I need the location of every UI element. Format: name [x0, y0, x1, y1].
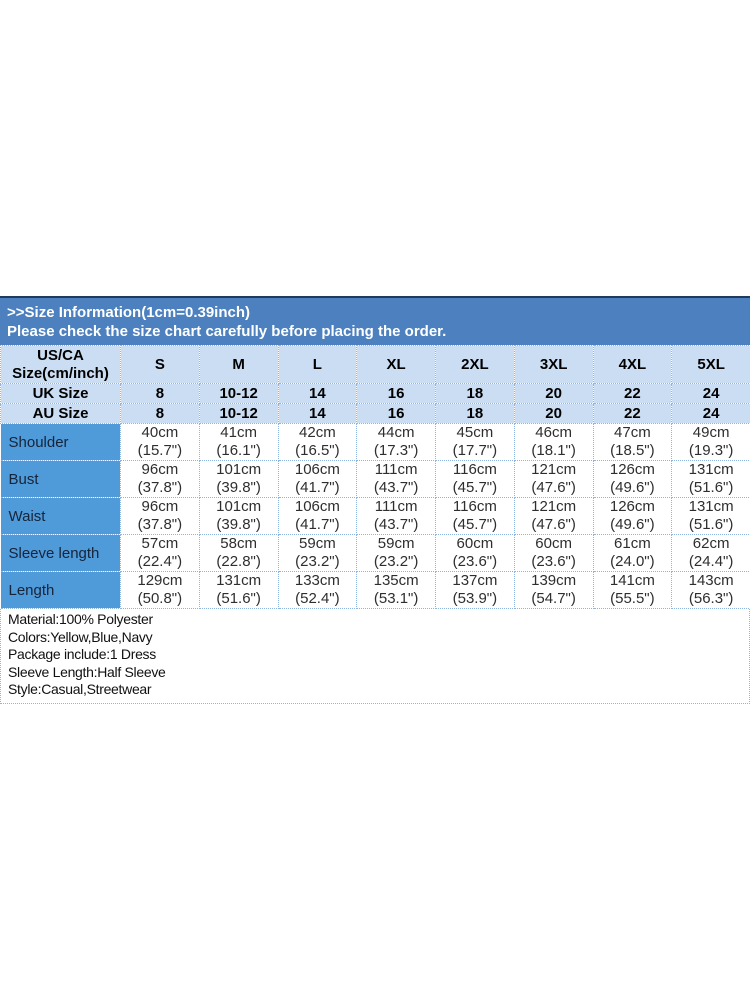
measurement-value-cell — [278, 498, 357, 535]
measurement-row — [1, 535, 750, 572]
value-inch: (41.7") — [295, 479, 340, 496]
measurement-value-cell — [672, 535, 750, 572]
conversion-value-cell: 16 — [357, 404, 436, 424]
value-cm: 111cm — [374, 498, 418, 515]
value-cm: 126cm — [609, 461, 655, 478]
value-cm: 96cm — [141, 498, 179, 515]
size-column-header: XL — [357, 346, 436, 384]
measurement-value-cell — [436, 535, 515, 572]
value-inch: (24.0") — [610, 553, 655, 570]
value-cm: 143cm — [688, 572, 734, 589]
value-cm: 111cm — [374, 461, 418, 478]
value-cm: 121cm — [531, 498, 577, 515]
value-inch: (55.5") — [610, 590, 655, 607]
conversion-value-cell: 20 — [514, 384, 593, 404]
conversion-value-cell: 8 — [121, 404, 200, 424]
measurement-value-cell — [436, 572, 515, 609]
value-cm: 101cm — [216, 498, 262, 515]
value-cm: 49cm — [692, 424, 730, 441]
value-cm: 59cm — [377, 535, 415, 552]
value-inch: (23.6") — [531, 553, 576, 570]
value-inch: (39.8") — [216, 479, 261, 496]
measurement-value-cell — [514, 461, 593, 498]
value-inch: (16.1") — [216, 442, 261, 459]
value-cm: 106cm — [294, 461, 340, 478]
value-inch: (16.5") — [295, 442, 340, 459]
conversion-value-cell: 20 — [514, 404, 593, 424]
measurement-value-cell — [514, 572, 593, 609]
product-detail-line: Sleeve Length:Half Sleeve — [8, 663, 166, 680]
value-cm: 61cm — [614, 535, 651, 552]
size-column-header: 4XL — [593, 346, 672, 384]
size-chart-header — [1, 346, 750, 424]
value-cm: 133cm — [294, 572, 340, 589]
measurement-value-cell — [199, 535, 278, 572]
value-inch: (45.7") — [452, 516, 498, 533]
measurement-value-cell — [199, 461, 278, 498]
value-inch: (47.6") — [531, 479, 576, 496]
conversion-value-cell: 24 — [672, 384, 750, 404]
value-inch: (56.3") — [688, 590, 734, 607]
value-cm: 129cm — [137, 572, 183, 589]
measurement-value-cell — [121, 498, 200, 535]
measurement-value-cell — [357, 461, 436, 498]
measurement-row-label: Waist — [1, 498, 121, 535]
size-column-header: L — [278, 346, 357, 384]
value-inch: (23.2") — [373, 553, 419, 570]
conversion-value-cell: 18 — [436, 384, 515, 404]
value-inch: (23.2") — [295, 553, 340, 570]
value-cm: 47cm — [614, 424, 651, 441]
value-cm: 45cm — [456, 424, 494, 441]
measurement-value-cell — [672, 424, 750, 461]
size-column-header: 5XL — [672, 346, 750, 384]
value-inch: (18.5") — [610, 442, 655, 459]
size-information-sheet — [0, 296, 750, 704]
conversion-value-cell: 8 — [121, 384, 200, 404]
measurement-value-cell — [672, 498, 750, 535]
measurement-value-cell — [357, 424, 436, 461]
conversion-value-cell: 14 — [278, 384, 357, 404]
size-column-header: 3XL — [514, 346, 593, 384]
measurement-row-label: Sleeve length — [1, 535, 121, 572]
value-inch: (47.6") — [531, 516, 576, 533]
value-inch: (51.6") — [688, 516, 734, 533]
value-inch: (45.7") — [452, 479, 498, 496]
value-cm: 116cm — [452, 461, 497, 478]
size-column-header: S — [121, 346, 200, 384]
measurement-value-cell — [593, 424, 672, 461]
measurement-value-cell — [121, 535, 200, 572]
value-cm: 139cm — [531, 572, 577, 589]
value-cm: 41cm — [220, 424, 257, 441]
value-inch: (37.8") — [137, 516, 183, 533]
conversion-value-cell: 18 — [436, 404, 515, 424]
conversion-value-cell: 10-12 — [199, 404, 278, 424]
value-inch: (17.7") — [452, 442, 498, 459]
measurement-value-cell — [278, 535, 357, 572]
product-detail-line: Material:100% Polyester — [8, 611, 153, 627]
value-cm: 44cm — [377, 424, 415, 441]
value-cm: 42cm — [299, 424, 336, 441]
value-inch: (51.6") — [216, 590, 261, 607]
corner-header-cell — [1, 346, 121, 384]
value-inch: (51.6") — [688, 479, 734, 496]
value-cm: 137cm — [452, 572, 498, 589]
measurement-value-cell — [121, 572, 200, 609]
banner-subtitle: Please check the size chart carefully before placing the order. — [7, 323, 447, 340]
measurement-value-cell — [672, 461, 750, 498]
value-inch: (52.4") — [295, 590, 340, 607]
value-inch: (50.8") — [137, 590, 183, 607]
measurement-value-cell — [593, 461, 672, 498]
measurement-row — [1, 498, 750, 535]
value-cm: 131cm — [688, 498, 734, 515]
value-cm: 101cm — [216, 461, 262, 478]
value-inch: (53.9") — [452, 590, 498, 607]
value-cm: 60cm — [535, 535, 572, 552]
conversion-row-label: UK Size — [1, 384, 121, 404]
measurement-value-cell — [672, 572, 750, 609]
value-inch: (19.3") — [688, 442, 734, 459]
measurement-value-cell — [593, 535, 672, 572]
measurement-value-cell — [357, 498, 436, 535]
banner-title: >>Size Information(1cm=0.39inch) — [7, 304, 250, 321]
value-inch: (49.6") — [610, 516, 655, 533]
measurement-value-cell — [278, 572, 357, 609]
value-inch: (23.6") — [452, 553, 498, 570]
value-cm: 141cm — [609, 572, 655, 589]
value-cm: 106cm — [294, 498, 340, 515]
measurement-value-cell — [357, 535, 436, 572]
value-cm: 62cm — [692, 535, 730, 552]
size-column-header: M — [199, 346, 278, 384]
value-cm: 116cm — [452, 498, 497, 515]
value-cm: 57cm — [141, 535, 179, 552]
conversion-value-cell: 24 — [672, 404, 750, 424]
product-detail-line: Style:Casual,Streetwear — [8, 681, 152, 697]
value-inch: (39.8") — [216, 516, 261, 533]
value-cm: 131cm — [216, 572, 262, 589]
measurement-value-cell — [593, 572, 672, 609]
value-inch: (43.7") — [373, 479, 419, 496]
value-inch: (22.8") — [216, 553, 261, 570]
measurement-row-label: Shoulder — [1, 424, 121, 461]
measurement-value-cell — [199, 572, 278, 609]
value-cm: 59cm — [299, 535, 336, 552]
size-chart-body — [1, 424, 750, 609]
measurement-value-cell — [121, 424, 200, 461]
conversion-value-cell: 10-12 — [199, 384, 278, 404]
measurement-value-cell — [278, 461, 357, 498]
product-details — [0, 609, 750, 704]
conversion-row-label: AU Size — [1, 404, 121, 424]
conversion-value-cell: 22 — [593, 384, 672, 404]
measurement-value-cell — [593, 498, 672, 535]
measurement-value-cell — [199, 498, 278, 535]
measurement-value-cell — [278, 424, 357, 461]
value-cm: 131cm — [688, 461, 734, 478]
measurement-row — [1, 424, 750, 461]
corner-header-line: US/CA — [37, 346, 84, 364]
measurement-value-cell — [436, 498, 515, 535]
value-inch: (18.1") — [531, 442, 576, 459]
value-inch: (53.1") — [373, 590, 419, 607]
value-cm: 135cm — [373, 572, 419, 589]
measurement-row — [1, 461, 750, 498]
conversion-value-cell: 16 — [357, 384, 436, 404]
measurement-row-label: Length — [1, 572, 121, 609]
value-inch: (54.7") — [531, 590, 576, 607]
value-cm: 58cm — [220, 535, 257, 552]
measurement-value-cell — [199, 424, 278, 461]
conversion-value-cell: 14 — [278, 404, 357, 424]
value-cm: 46cm — [535, 424, 572, 441]
product-detail-line: Package include:1 Dress — [8, 646, 156, 662]
value-inch: (43.7") — [373, 516, 419, 533]
measurement-value-cell — [436, 424, 515, 461]
size-chart-table — [0, 345, 750, 609]
measurement-value-cell — [121, 461, 200, 498]
measurement-value-cell — [357, 572, 436, 609]
value-cm: 126cm — [609, 498, 655, 515]
value-inch: (41.7") — [295, 516, 340, 533]
measurement-row-label: Bust — [1, 461, 121, 498]
corner-header-line: Size(cm/inch) — [12, 364, 109, 382]
measurement-value-cell — [436, 461, 515, 498]
value-inch: (37.8") — [137, 479, 183, 496]
value-inch: (15.7") — [137, 442, 183, 459]
value-cm: 96cm — [141, 461, 179, 478]
value-cm: 40cm — [141, 424, 179, 441]
value-cm: 60cm — [456, 535, 494, 552]
value-cm: 121cm — [531, 461, 577, 478]
conversion-value-cell: 22 — [593, 404, 672, 424]
measurement-value-cell — [514, 498, 593, 535]
measurement-row — [1, 572, 750, 609]
measurement-value-cell — [514, 535, 593, 572]
value-inch: (24.4") — [688, 553, 734, 570]
value-inch: (49.6") — [610, 479, 655, 496]
size-column-header: 2XL — [436, 346, 515, 384]
value-inch: (22.4") — [137, 553, 183, 570]
product-detail-line: Colors:Yellow,Blue,Navy — [8, 628, 153, 645]
measurement-value-cell — [514, 424, 593, 461]
value-inch: (17.3") — [373, 442, 419, 459]
size-info-banner — [0, 296, 750, 345]
